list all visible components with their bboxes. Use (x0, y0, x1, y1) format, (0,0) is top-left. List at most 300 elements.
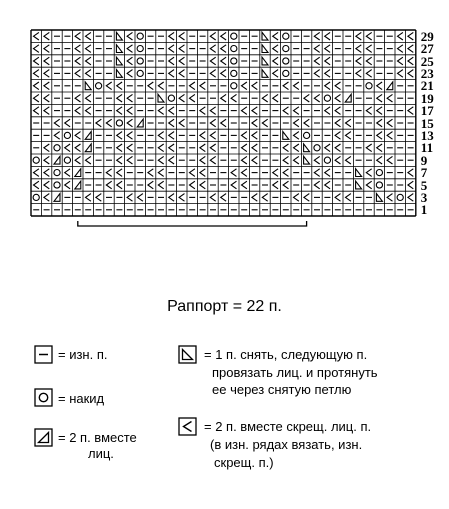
twisted-stitch-mark (408, 169, 413, 177)
twisted-stitch-mark (325, 181, 330, 189)
twisted-stitch-mark (231, 169, 236, 177)
yarn-over-mark (137, 46, 143, 52)
twisted-stitch-mark (158, 156, 163, 164)
twisted-stitch-mark (169, 132, 174, 140)
yarn-over-mark (33, 194, 39, 200)
twisted-stitch-mark (200, 169, 205, 177)
twisted-stitch-mark (408, 32, 413, 40)
twisted-stitch-mark (335, 119, 340, 127)
twisted-stitch-mark (138, 194, 143, 202)
yarn-over-mark (64, 132, 70, 138)
k2tog-mark (85, 132, 91, 140)
twisted-stitch-mark (377, 82, 382, 90)
twisted-stitch-mark (398, 32, 403, 40)
twisted-stitch-mark (44, 94, 49, 102)
twisted-stitch-mark (34, 57, 39, 65)
twisted-stitch-mark (117, 144, 122, 152)
twisted-stitch-mark (273, 94, 278, 102)
twisted-stitch-mark (169, 194, 174, 202)
yarn-over-mark (324, 95, 330, 101)
twisted-stitch-mark (200, 82, 205, 90)
yarn-over-mark (54, 170, 60, 176)
twisted-stitch-mark (304, 119, 309, 127)
legend-twisted-text-3: скрещ. п.) (214, 455, 274, 470)
twisted-stitch-mark (283, 107, 288, 115)
twisted-stitch-mark (117, 156, 122, 164)
legend-slip-text-3: ее через снятую петлю (212, 382, 352, 397)
twisted-stitch-mark (346, 156, 351, 164)
twisted-stitch-mark (221, 194, 226, 202)
twisted-stitch-mark (325, 57, 330, 65)
slip-mark (356, 181, 362, 189)
slip-mark (283, 132, 289, 140)
twisted-stitch-mark (210, 156, 215, 164)
k2tog-mark (54, 194, 60, 202)
twisted-stitch-mark (117, 82, 122, 90)
row-number: 3 (420, 189, 428, 205)
twisted-stitch-mark (377, 119, 382, 127)
twisted-stitch-mark (96, 194, 101, 202)
twisted-stitch-mark (75, 144, 80, 152)
legend-slip-text-1: = 1 п. снять, следующую п. (204, 347, 368, 362)
twisted-stitch-mark (408, 45, 413, 53)
twisted-stitch-mark (262, 119, 267, 127)
twisted-stitch-mark (252, 156, 257, 164)
twisted-stitch-mark (273, 57, 278, 65)
twisted-stitch-mark (325, 32, 330, 40)
yarn-over-mark (54, 145, 60, 151)
twisted-stitch-mark (377, 94, 382, 102)
twisted-stitch-mark (262, 194, 267, 202)
twisted-stitch-mark (179, 70, 184, 78)
twisted-stitch-mark (325, 70, 330, 78)
twisted-stitch-mark (75, 94, 80, 102)
twisted-stitch-mark (242, 107, 247, 115)
twisted-stitch-mark (127, 156, 132, 164)
twisted-stitch-mark (252, 107, 257, 115)
twisted-stitch-mark (75, 132, 80, 140)
twisted-stitch-mark (86, 194, 91, 202)
twisted-stitch-mark (408, 57, 413, 65)
twisted-stitch-mark (127, 94, 132, 102)
twisted-stitch-mark (242, 82, 247, 90)
k2tog-mark (137, 119, 143, 127)
twisted-stitch-mark (242, 156, 247, 164)
yarn-over-mark (96, 83, 102, 89)
twisted-stitch-mark (44, 194, 49, 202)
twisted-stitch-mark (106, 169, 111, 177)
twisted-stitch-mark (210, 144, 215, 152)
slip-mark (116, 57, 122, 65)
k2tog-mark (75, 169, 81, 177)
twisted-stitch-mark (179, 57, 184, 65)
yarn-over-mark (283, 70, 289, 76)
twisted-stitch-mark (44, 181, 49, 189)
twisted-stitch-mark (304, 94, 309, 102)
twisted-stitch-mark (127, 45, 132, 53)
twisted-stitch-mark (294, 156, 299, 164)
slip-mark (262, 70, 268, 78)
row-number: 25 (420, 53, 434, 69)
twisted-stitch-mark (34, 45, 39, 53)
twisted-stitch-mark (210, 70, 215, 78)
yarn-over-mark (304, 132, 310, 138)
twisted-stitch-mark (356, 45, 361, 53)
twisted-stitch-mark (127, 119, 132, 127)
twisted-stitch-mark (221, 94, 226, 102)
purl-symbol-icon (34, 345, 54, 365)
slip-mark (116, 70, 122, 78)
twisted-stitch-mark (65, 119, 70, 127)
twisted-stitch-mark (117, 107, 122, 115)
twisted-stitch-mark (221, 119, 226, 127)
twisted-stitch-mark (86, 156, 91, 164)
twisted-stitch-mark (127, 57, 132, 65)
yarn-over-symbol-icon (34, 388, 54, 408)
twisted-stitch-mark (148, 181, 153, 189)
yarn-over-mark (283, 58, 289, 64)
yarn-over-mark (116, 120, 122, 126)
yarn-over-mark (137, 58, 143, 64)
twisted-stitch-mark (44, 57, 49, 65)
twisted-stitch-mark (314, 70, 319, 78)
twisted-stitch-mark (158, 107, 163, 115)
twisted-stitch-mark (273, 169, 278, 177)
twisted-stitch-mark (210, 45, 215, 53)
twisted-stitch-mark (242, 169, 247, 177)
yarn-over-mark (33, 157, 39, 163)
twisted-stitch-mark (117, 132, 122, 140)
twisted-stitch-mark (106, 119, 111, 127)
twisted-stitch-mark (179, 119, 184, 127)
twisted-stitch-mark (325, 82, 330, 90)
twisted-stitch-mark (148, 82, 153, 90)
twisted-stitch-mark (158, 132, 163, 140)
twisted-stitch-mark (408, 181, 413, 189)
twisted-stitch-mark (366, 32, 371, 40)
yarn-over-mark (324, 157, 330, 163)
twisted-stitch-mark (44, 156, 49, 164)
k2tog-mark (54, 156, 60, 164)
row-number: 5 (420, 177, 428, 193)
slip-mark (304, 144, 310, 152)
twisted-stitch-mark (273, 70, 278, 78)
twisted-stitch-mark (210, 119, 215, 127)
twisted-stitch-mark (179, 32, 184, 40)
k2tog-mark (75, 181, 81, 189)
twisted-stitch-mark (200, 156, 205, 164)
row-number: 21 (420, 78, 434, 94)
twisted-stitch-mark (366, 144, 371, 152)
twisted-stitch-mark (231, 94, 236, 102)
yarn-over-mark (376, 182, 382, 188)
legend-k2tog-text-2: лиц. (88, 446, 114, 461)
row-number: 7 (420, 165, 428, 181)
twisted-stitch-mark (127, 70, 132, 78)
twisted-stitch-mark (283, 181, 288, 189)
twisted-stitch-mark (314, 169, 319, 177)
twisted-stitch-mark (231, 181, 236, 189)
row-number: 17 (420, 103, 434, 119)
twisted-stitch-mark (252, 194, 257, 202)
yarn-over-mark (397, 194, 403, 200)
row-number: 15 (420, 115, 434, 131)
twisted-stitch-mark (252, 144, 257, 152)
rapport-label: Раппорт = 22 п. (167, 298, 282, 315)
legend-slip-text-2: провязать лиц. и протянуть (212, 365, 378, 380)
twisted-stitch-mark (294, 144, 299, 152)
twisted-stitch-mark (127, 107, 132, 115)
twisted-stitch-mark (294, 82, 299, 90)
twisted-stitch-mark (34, 94, 39, 102)
twisted-stitch-mark (314, 32, 319, 40)
row-number: 27 (420, 41, 434, 57)
twisted-stitch-mark (366, 70, 371, 78)
twisted-stitch-mark (356, 32, 361, 40)
twisted-stitch-mark (304, 194, 309, 202)
twisted-stitch-mark (179, 45, 184, 53)
twisted-stitch-mark (86, 57, 91, 65)
yarn-over-mark (137, 70, 143, 76)
row-number: 9 (420, 152, 428, 168)
twisted-stitch-mark (127, 144, 132, 152)
twisted-stitch-mark (262, 94, 267, 102)
twisted-stitch-mark (117, 181, 122, 189)
twisted-stitch-mark (325, 144, 330, 152)
twisted-stitch-mark (96, 119, 101, 127)
twisted-stitch-mark (314, 156, 319, 164)
twisted-stitch-mark (377, 156, 382, 164)
twisted-stitch-mark (335, 156, 340, 164)
twisted-stitch-mark (221, 45, 226, 53)
twisted-stitch-mark (54, 132, 59, 140)
twisted-stitch-mark (117, 94, 122, 102)
twisted-stitch-mark (190, 94, 195, 102)
slip-mark (376, 194, 382, 202)
yarn-over-mark (376, 170, 382, 176)
twisted-stitch-mark (387, 119, 392, 127)
legend-k2tog-text-1: = 2 п. вместе (58, 430, 137, 445)
twisted-stitch-mark (273, 45, 278, 53)
twisted-stitch-mark (252, 119, 257, 127)
twisted-stitch-mark (106, 181, 111, 189)
twisted-stitch-mark (158, 169, 163, 177)
twisted-stitch-mark (356, 57, 361, 65)
twisted-stitch-mark (44, 45, 49, 53)
twisted-stitch-mark (242, 144, 247, 152)
twisted-stitch-mark (158, 181, 163, 189)
slip-mark (304, 156, 310, 164)
slip-mark (85, 82, 91, 90)
chart-cells (33, 32, 414, 210)
twisted-stitch-mark (366, 57, 371, 65)
twisted-stitch-mark (75, 70, 80, 78)
twisted-stitch-mark (179, 194, 184, 202)
twisted-stitch-mark (65, 181, 70, 189)
twisted-stitch-mark (200, 181, 205, 189)
twisted-stitch-mark (44, 82, 49, 90)
row-number: 11 (420, 140, 434, 156)
row-number: 13 (420, 127, 434, 143)
twisted-stitch-mark (283, 156, 288, 164)
twisted-stitch-mark (377, 132, 382, 140)
twisted-stitch-mark (398, 45, 403, 53)
twisted-stitch-mark (210, 107, 215, 115)
twisted-stitch-mark (210, 194, 215, 202)
slip-symbol-icon (178, 345, 198, 365)
slip-mark (262, 32, 268, 40)
yarn-over-mark (231, 70, 237, 76)
twisted-stitch-mark (242, 181, 247, 189)
twisted-stitch-mark (335, 132, 340, 140)
legend-purl-text: = изн. п. (58, 347, 108, 362)
twisted-stitch-mark (54, 119, 59, 127)
twisted-stitch-mark (252, 82, 257, 90)
yarn-over-mark (366, 83, 372, 89)
yarn-over-mark (64, 157, 70, 163)
twisted-stitch-mark (179, 94, 184, 102)
twisted-stitch-mark (44, 144, 49, 152)
twisted-stitch-mark (75, 32, 80, 40)
twisted-stitch-mark (366, 169, 371, 177)
yarn-over-mark (54, 182, 60, 188)
twisted-stitch-mark (200, 144, 205, 152)
twisted-stitch-mark (158, 144, 163, 152)
twisted-stitch-mark (190, 82, 195, 90)
slip-mark (356, 169, 362, 177)
twisted-stitch-mark (387, 132, 392, 140)
twisted-stitch-mark (273, 181, 278, 189)
twisted-stitch-mark (398, 70, 403, 78)
twisted-stitch-mark (294, 132, 299, 140)
twisted-stitch-symbol-icon (178, 417, 198, 437)
twisted-stitch-mark (325, 169, 330, 177)
twisted-stitch-mark (127, 132, 132, 140)
twisted-stitch-mark (346, 132, 351, 140)
twisted-stitch-mark (34, 107, 39, 115)
twisted-stitch-mark (366, 107, 371, 115)
twisted-stitch-mark (86, 107, 91, 115)
twisted-stitch-mark (314, 57, 319, 65)
twisted-stitch-mark (294, 119, 299, 127)
yarn-over-mark (231, 33, 237, 39)
twisted-stitch-mark (86, 32, 91, 40)
twisted-stitch-mark (283, 169, 288, 177)
twisted-stitch-mark (408, 107, 413, 115)
k2tog-mark (345, 94, 351, 102)
twisted-stitch-mark (86, 70, 91, 78)
twisted-stitch-mark (314, 45, 319, 53)
twisted-stitch-mark (366, 45, 371, 53)
twisted-stitch-mark (190, 169, 195, 177)
twisted-stitch-mark (169, 107, 174, 115)
twisted-stitch-mark (335, 194, 340, 202)
twisted-stitch-mark (335, 94, 340, 102)
twisted-stitch-mark (158, 82, 163, 90)
twisted-stitch-mark (283, 144, 288, 152)
twisted-stitch-mark (252, 132, 257, 140)
k2tog-symbol-icon (34, 428, 54, 448)
twisted-stitch-mark (408, 194, 413, 202)
yarn-over-mark (314, 145, 320, 151)
twisted-stitch-mark (294, 194, 299, 202)
twisted-stitch-mark (221, 70, 226, 78)
twisted-stitch-mark (169, 119, 174, 127)
k2tog-mark (387, 82, 393, 90)
twisted-stitch-mark (408, 70, 413, 78)
twisted-stitch-mark (86, 45, 91, 53)
twisted-stitch-mark (242, 132, 247, 140)
yarn-over-mark (231, 58, 237, 64)
row-number: 19 (420, 90, 434, 106)
twisted-stitch-mark (127, 32, 132, 40)
twisted-stitch-mark (335, 107, 340, 115)
twisted-stitch-mark (346, 194, 351, 202)
twisted-stitch-mark (169, 45, 174, 53)
twisted-stitch-mark (169, 32, 174, 40)
slip-mark (116, 32, 122, 40)
twisted-stitch-mark (398, 57, 403, 65)
k2tog-mark (85, 144, 91, 152)
twisted-stitch-mark (210, 132, 215, 140)
twisted-stitch-mark (75, 156, 80, 164)
twisted-stitch-mark (387, 194, 392, 202)
twisted-stitch-mark (65, 144, 70, 152)
row-number: 1 (420, 202, 428, 218)
slip-mark (262, 57, 268, 65)
twisted-stitch-mark (346, 119, 351, 127)
yarn-over-mark (231, 46, 237, 52)
yarn-over-mark (231, 83, 237, 89)
twisted-stitch-mark (283, 82, 288, 90)
yarn-over-mark (283, 46, 289, 52)
twisted-stitch-mark (294, 107, 299, 115)
twisted-stitch-mark (106, 82, 111, 90)
twisted-stitch-mark (190, 181, 195, 189)
twisted-stitch-mark (210, 57, 215, 65)
twisted-stitch-mark (117, 169, 122, 177)
slip-mark (262, 45, 268, 53)
row-number: 29 (420, 28, 434, 44)
twisted-stitch-mark (335, 144, 340, 152)
twisted-stitch-mark (44, 32, 49, 40)
twisted-stitch-mark (127, 194, 132, 202)
twisted-stitch-mark (169, 144, 174, 152)
twisted-stitch-mark (273, 32, 278, 40)
legend-yarn-over-text: = накид (58, 391, 105, 406)
twisted-stitch-mark (169, 156, 174, 164)
twisted-stitch-mark (34, 32, 39, 40)
twisted-stitch-mark (86, 94, 91, 102)
twisted-stitch-mark (200, 132, 205, 140)
twisted-stitch-mark (34, 70, 39, 78)
twisted-stitch-mark (356, 70, 361, 78)
twisted-stitch-mark (200, 107, 205, 115)
twisted-stitch-mark (325, 107, 330, 115)
twisted-stitch-mark (44, 169, 49, 177)
twisted-stitch-mark (387, 156, 392, 164)
slip-mark (116, 45, 122, 53)
twisted-stitch-mark (377, 144, 382, 152)
twisted-stitch-mark (335, 82, 340, 90)
twisted-stitch-mark (169, 57, 174, 65)
twisted-stitch-mark (75, 107, 80, 115)
twisted-stitch-mark (314, 181, 319, 189)
yarn-over-mark (283, 33, 289, 39)
twisted-stitch-mark (34, 82, 39, 90)
legend-twisted-text-2: (в изн. рядах вязать, изн. (210, 437, 363, 452)
twisted-stitch-mark (44, 70, 49, 78)
